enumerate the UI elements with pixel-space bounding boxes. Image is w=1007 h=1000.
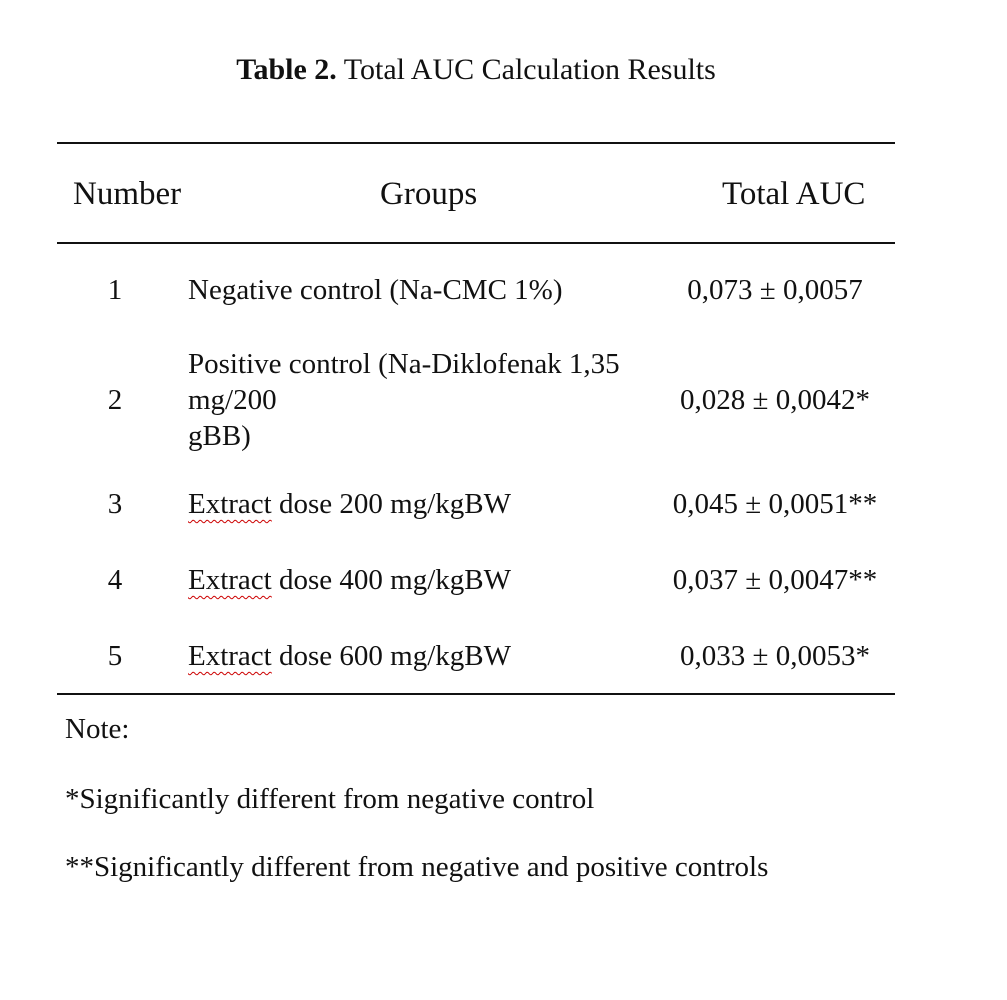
header-number: Number — [73, 176, 182, 212]
row-group-text: dose 200 mg/kgBW — [271, 488, 511, 520]
row-total-auc: 0,045 ± 0,0051** — [672, 488, 878, 520]
note-line-double-asterisk: **Significantly different from negative and positive controls — [65, 851, 769, 883]
row-group-text: dose 600 mg/kgBW — [271, 640, 511, 672]
row-number: 4 — [107, 564, 123, 596]
row-group — [188, 562, 628, 598]
row-group — [188, 638, 628, 674]
row-number: 5 — [107, 640, 123, 672]
row-group — [188, 486, 628, 522]
header-total-auc: Total AUC — [722, 176, 866, 212]
row-group — [188, 272, 628, 308]
table-title — [0, 50, 952, 90]
row-total-auc: 0,033 ± 0,0053* — [680, 640, 870, 672]
row-group-word-extract: Extract — [188, 488, 272, 520]
row-group-text-continued: gBB) — [188, 420, 251, 452]
table-title-text: Total AUC Calculation Results — [343, 53, 716, 86]
row-total-auc: 0,037 ± 0,0047** — [672, 564, 878, 596]
row-total-auc: 0,028 ± 0,0042* — [680, 384, 870, 416]
row-total-auc: 0,073 ± 0,0057 — [687, 274, 863, 306]
table-header-rule — [57, 242, 895, 244]
row-group-text: Positive control (Na-Diklofenak 1,35 mg/200 — [188, 348, 620, 416]
table-title-label: Table 2. — [236, 53, 337, 86]
row-number: 2 — [107, 384, 123, 416]
note-line-single-asterisk: *Significantly different from negative control — [65, 783, 595, 815]
note-heading: Note: — [65, 713, 130, 745]
row-number: 1 — [107, 274, 123, 306]
row-group-word-extract: Extract — [188, 564, 272, 596]
row-group-text: Negative control (Na-CMC 1%) — [188, 274, 563, 306]
row-group-text: dose 400 mg/kgBW — [271, 564, 511, 596]
table-bottom-rule — [57, 693, 895, 695]
table-top-rule — [57, 142, 895, 144]
header-groups: Groups — [380, 176, 478, 212]
row-group — [188, 346, 628, 454]
row-number: 3 — [107, 488, 123, 520]
row-group-word-extract: Extract — [188, 640, 272, 672]
